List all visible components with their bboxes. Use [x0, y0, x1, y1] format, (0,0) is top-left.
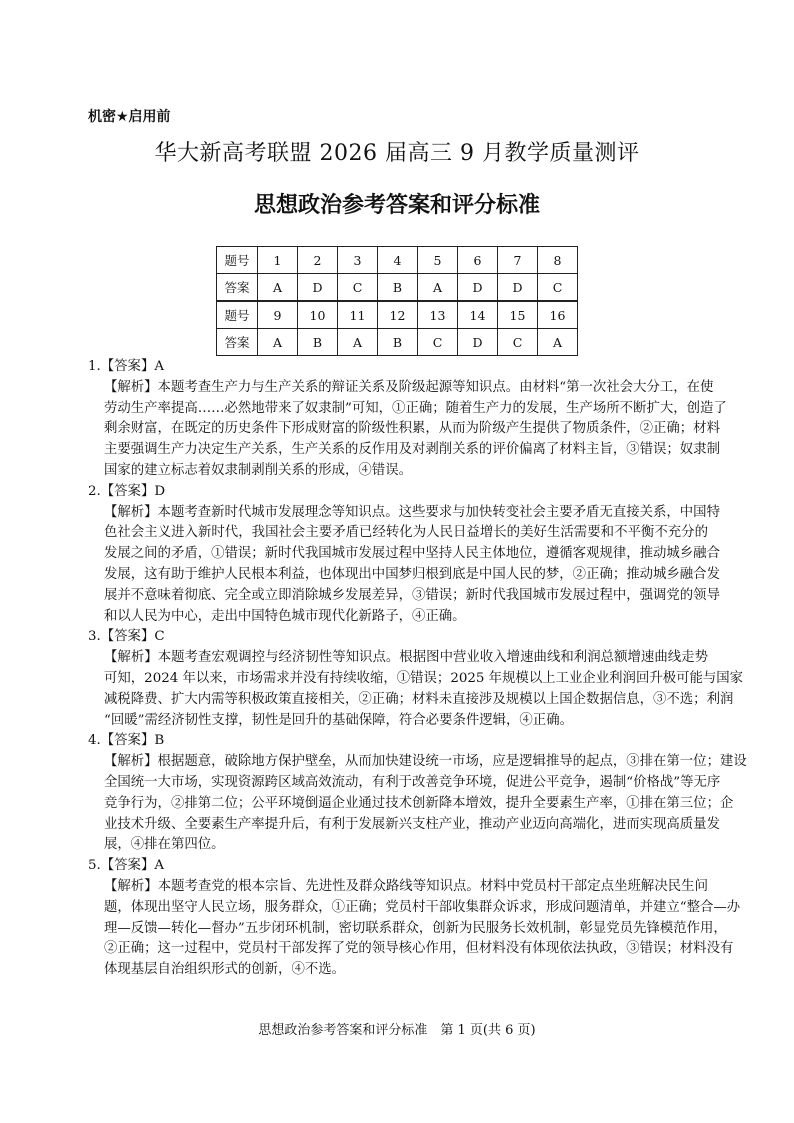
table-cell: A [338, 329, 378, 356]
analysis-line: 业技术升级、全要素生产率提升后，有利于发展新兴支柱产业，推动产业迈向高端化，进而实现高质量发 [104, 816, 720, 832]
table-row [217, 274, 578, 302]
table-cell: 11 [338, 301, 378, 329]
analysis-line: 竞争行为，②排第二位；公平环境倒逼企业通过技术创新降本增效，提升全要素生产率，①排在第三位；企 [104, 795, 734, 811]
table-cell: 4 [378, 247, 418, 274]
table-cell: A [258, 329, 298, 356]
table-cell: D [498, 274, 538, 302]
answer-label: 1.【答案】A [88, 359, 165, 374]
table-cell: A [538, 329, 578, 356]
analysis-line: 【解析】本题考查新时代城市发展理念等知识点。这些要求与加快转变社会主要矛盾无直接关系，中国特 [104, 504, 720, 520]
analysis-line: 可知，2024 年以来，市场需求并没有持续收缩，①错误；2025 年规模以上工业企业利润回升极可能与国家 [104, 670, 744, 686]
question-explanation [88, 482, 720, 628]
explanations [88, 357, 747, 981]
analysis-line: 展并不意味着彻底、完全或立即消除城乡发展差异，③错误；新时代我国城市发展过程中，强调党的领导 [104, 587, 720, 603]
analysis-line: 主要强调生产力决定生产关系，生产关系的反作用及对剥削关系的评价偏离了材料主旨，③错误；奴隶制 [104, 442, 720, 458]
table-cell: 16 [538, 301, 578, 329]
answer-label: 2.【答案】D [88, 483, 166, 499]
answer-label: 4.【答案】B [88, 733, 165, 749]
answer-table [216, 246, 578, 356]
exam-title: 华大新高考联盟 2026 届高三 9 月教学质量测评 [154, 141, 640, 166]
table-cell: 6 [458, 247, 498, 274]
analysis-line: 发展，这有助于维护人民根本利益，也体现出中国梦归根到底是中国人民的梦，②正确；推动城乡融合发 [104, 566, 720, 582]
analysis-line: 剩余财富，在既定的历史条件下形成财富的阶级性积累，从而为阶级产生提供了物质条件，②正确；材料 [104, 421, 720, 437]
analysis-line: 题，体现出坚守人民立场，服务群众，①正确；党员村干部收集群众诉求，形成问题清单，并建立“整合—办 [104, 899, 741, 915]
table-cell: 3 [338, 247, 378, 274]
analysis-line: 色社会主义进入新时代，我国社会主要矛盾已经转化为人民日益增长的美好生活需要和不平衡不充分的 [104, 525, 708, 541]
table-cell: 7 [498, 247, 538, 274]
table-row [217, 247, 578, 274]
table-cell: B [378, 274, 418, 302]
question-explanation [88, 856, 741, 981]
analysis-line: ②正确；这一过程中，党员村干部发挥了党的领导核心作用，但材料没有体现依法执政，③错误；材料没有 [104, 941, 734, 957]
answer-label: 3.【答案】C [88, 629, 165, 645]
table-cell: 8 [538, 247, 578, 274]
table-cell: 15 [498, 301, 538, 329]
table-cell: C [338, 274, 378, 302]
table-cell: C [538, 274, 578, 302]
document-subtitle: 思想政治参考答案和评分标准 [253, 193, 540, 218]
table-cell: A [418, 274, 458, 302]
page-footer: 思想政治参考答案和评分标准 第 1 页(共 6 页) [258, 1023, 536, 1038]
table-cell: 13 [418, 301, 458, 329]
table-cell: D [298, 274, 338, 302]
table-cell: C [498, 329, 538, 356]
analysis-line: “回暖”需经济韧性支撑，韧性是回升的基础保障，符合必要条件逻辑，④正确。 [104, 712, 573, 728]
analysis-line: 【解析】本题考查宏观调控与经济韧性等知识点。根据图中营业收入增速曲线和利润总额增速曲线走势 [104, 650, 708, 666]
table-cell: 14 [458, 301, 498, 329]
confidential-label: 机密★启用前 [88, 109, 171, 125]
row-header: 题号 [217, 301, 258, 329]
analysis-line: 【解析】本题考查党的根本宗旨、先进性及群众路线等知识点。材料中党员村干部定点坐班解决民生问 [104, 878, 708, 894]
table-cell: A [258, 274, 298, 302]
analysis-line: 和以人民为中心，走出中国特色城市现代化新路子，④正确。 [104, 608, 466, 624]
question-explanation [88, 627, 744, 731]
question-explanation [88, 357, 727, 482]
analysis-line: 理—反馈—转化—督办”五步闭环机制，密切联系群众，创新为民服务长效机制，彰显党员先锋模范作用， [104, 920, 727, 936]
table-row [217, 301, 578, 329]
analysis-line: 展，④排在第四位。 [104, 837, 225, 853]
analysis-line: 劳动生产率提高……必然地带来了奴隶制”可知，①正确；随着生产力的发展，生产场所不断扩大，创造了 [104, 400, 727, 416]
analysis-line: 减税降费、扩大内需等积极政策直接相关，②正确；材料未直接涉及规模以上国企数据信息，③不选；利润 [104, 691, 734, 707]
table-cell: 1 [258, 247, 298, 274]
table-cell: 2 [298, 247, 338, 274]
table-row [217, 329, 578, 356]
table-cell: B [298, 329, 338, 356]
analysis-line: 全国统一大市场，实现资源跨区域高效流动，有利于改善竞争环境，促进公平竞争，遏制“价格战”等无序 [104, 774, 721, 790]
table-cell: 10 [298, 301, 338, 329]
row-header: 题号 [217, 247, 258, 274]
row-header: 答案 [217, 329, 258, 356]
analysis-line: 体现基层自治组织形式的创新，④不选。 [104, 962, 346, 978]
table-cell: D [458, 329, 498, 356]
table-cell: 9 [258, 301, 298, 329]
question-explanation [88, 731, 747, 856]
table-cell: 5 [418, 247, 458, 274]
analysis-line: 国家的建立标志着奴隶制剥削关系的形成，④错误。 [104, 462, 412, 478]
table-cell: D [458, 274, 498, 302]
analysis-line: 【解析】根据题意，破除地方保护壁垒，从而加快建设统一市场，应是逻辑推导的起点，③排在第一位；建设 [104, 754, 747, 770]
table-cell: C [418, 329, 458, 356]
row-header: 答案 [217, 274, 258, 302]
answer-label: 5.【答案】A [88, 858, 165, 874]
table-cell: 12 [378, 301, 418, 329]
table-cell: B [378, 329, 418, 356]
analysis-line: 发展之间的矛盾，①错误；新时代我国城市发展过程中坚持人民主体地位，遵循客观规律，推动城乡融合 [104, 546, 720, 562]
analysis-line: 【解析】本题考查生产力与生产关系的辩证关系及阶级起源等知识点。由材料“第一次社会大分工，在使 [104, 379, 714, 395]
